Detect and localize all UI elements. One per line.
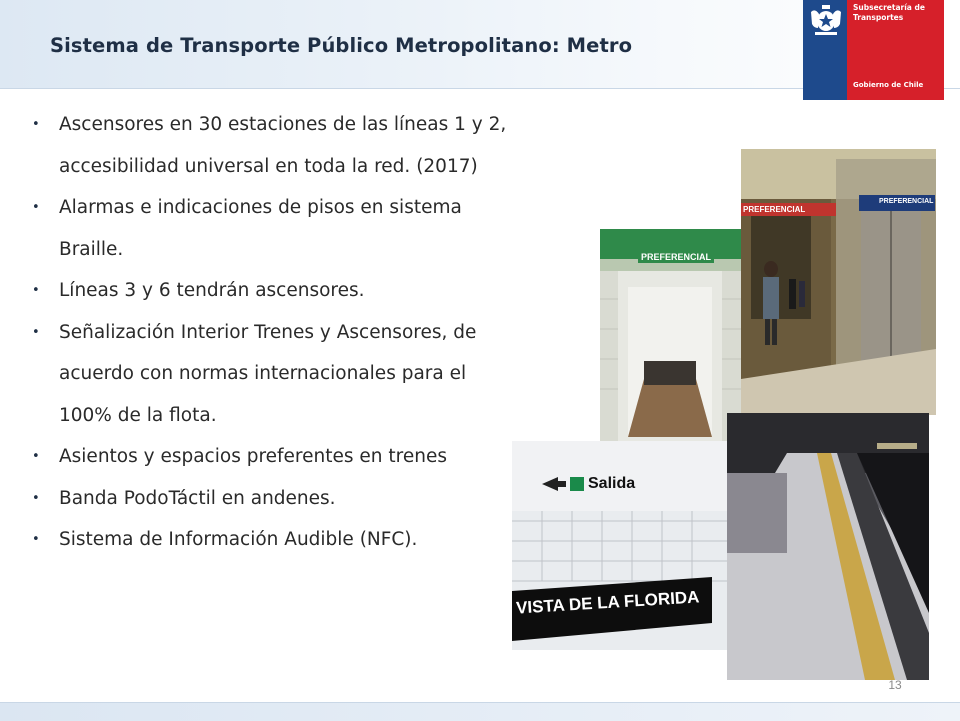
bullet-text: Banda PodoTáctil en andenes. xyxy=(59,487,336,509)
bullet-text: Señalización Interior Trenes y Ascensores, de xyxy=(59,321,477,343)
bullet-continuation xyxy=(30,146,590,188)
logo-government-text: Gobierno de Chile xyxy=(853,81,924,89)
bullet-text: Líneas 3 y 6 tendrán ascensores. xyxy=(59,280,365,301)
photo-elevator-corridor xyxy=(741,149,936,415)
bullet-dot: • xyxy=(32,490,40,506)
bullet-dot: • xyxy=(32,449,40,464)
chile-coat-of-arms-icon xyxy=(807,2,845,38)
photo-exit-station-sign xyxy=(512,441,727,650)
bullet-text: 100% de la flota. xyxy=(59,404,217,426)
government-logo xyxy=(803,0,944,102)
bullet-text: Sistema de Información Audible (NFC). xyxy=(59,529,418,550)
bullet-continuation xyxy=(30,395,590,437)
slide-title: Sistema de Transporte Público Metropolitano: Metro xyxy=(50,34,633,57)
bullet-list xyxy=(30,104,590,561)
exit-sign-text: Salida xyxy=(588,475,636,492)
photo-preferential-entrance xyxy=(600,229,741,441)
bullet-dot: • xyxy=(32,117,40,132)
bullet-item xyxy=(30,187,590,229)
bullet-text: acuerdo con normas internacionales para el xyxy=(59,363,467,384)
bullet-dot: • xyxy=(32,532,40,547)
bullet-dot: • xyxy=(32,200,40,215)
bullet-dot: • xyxy=(32,324,40,340)
elevator-sign-text: PREFERENCIAL xyxy=(879,198,934,205)
bullet-item xyxy=(30,104,590,146)
bullet-item xyxy=(30,312,590,354)
bullet-continuation xyxy=(30,229,590,271)
bullet-item xyxy=(30,436,590,478)
page-number: 13 xyxy=(888,678,902,692)
bullet-item xyxy=(30,478,590,520)
bullet-continuation xyxy=(30,353,590,395)
photo-tactile-platform xyxy=(727,413,929,680)
elevator-corridor-sign-text: PREFERENCIAL xyxy=(743,205,806,214)
bullet-text: Alarmas e indicaciones de pisos en sistema xyxy=(59,197,462,218)
preferential-sign-text: PREFERENCIAL xyxy=(638,251,714,263)
bullet-text: accesibilidad universal en toda la red. (2017) xyxy=(59,155,478,177)
bullet-item xyxy=(30,270,590,312)
station-name-text: VISTA DE LA FLORIDA xyxy=(515,587,700,618)
bullet-dot: • xyxy=(32,283,40,298)
logo-agency-text: Subsecretaría de Transportes xyxy=(853,3,925,22)
bullet-text: Ascensores en 30 estaciones de las líneas 1 y 2, xyxy=(59,114,507,135)
bullet-text: Braille. xyxy=(59,238,124,260)
bullet-text: Asientos y espacios preferentes en trenes xyxy=(59,446,447,467)
footer-band xyxy=(0,702,960,721)
bullet-item xyxy=(30,519,590,561)
